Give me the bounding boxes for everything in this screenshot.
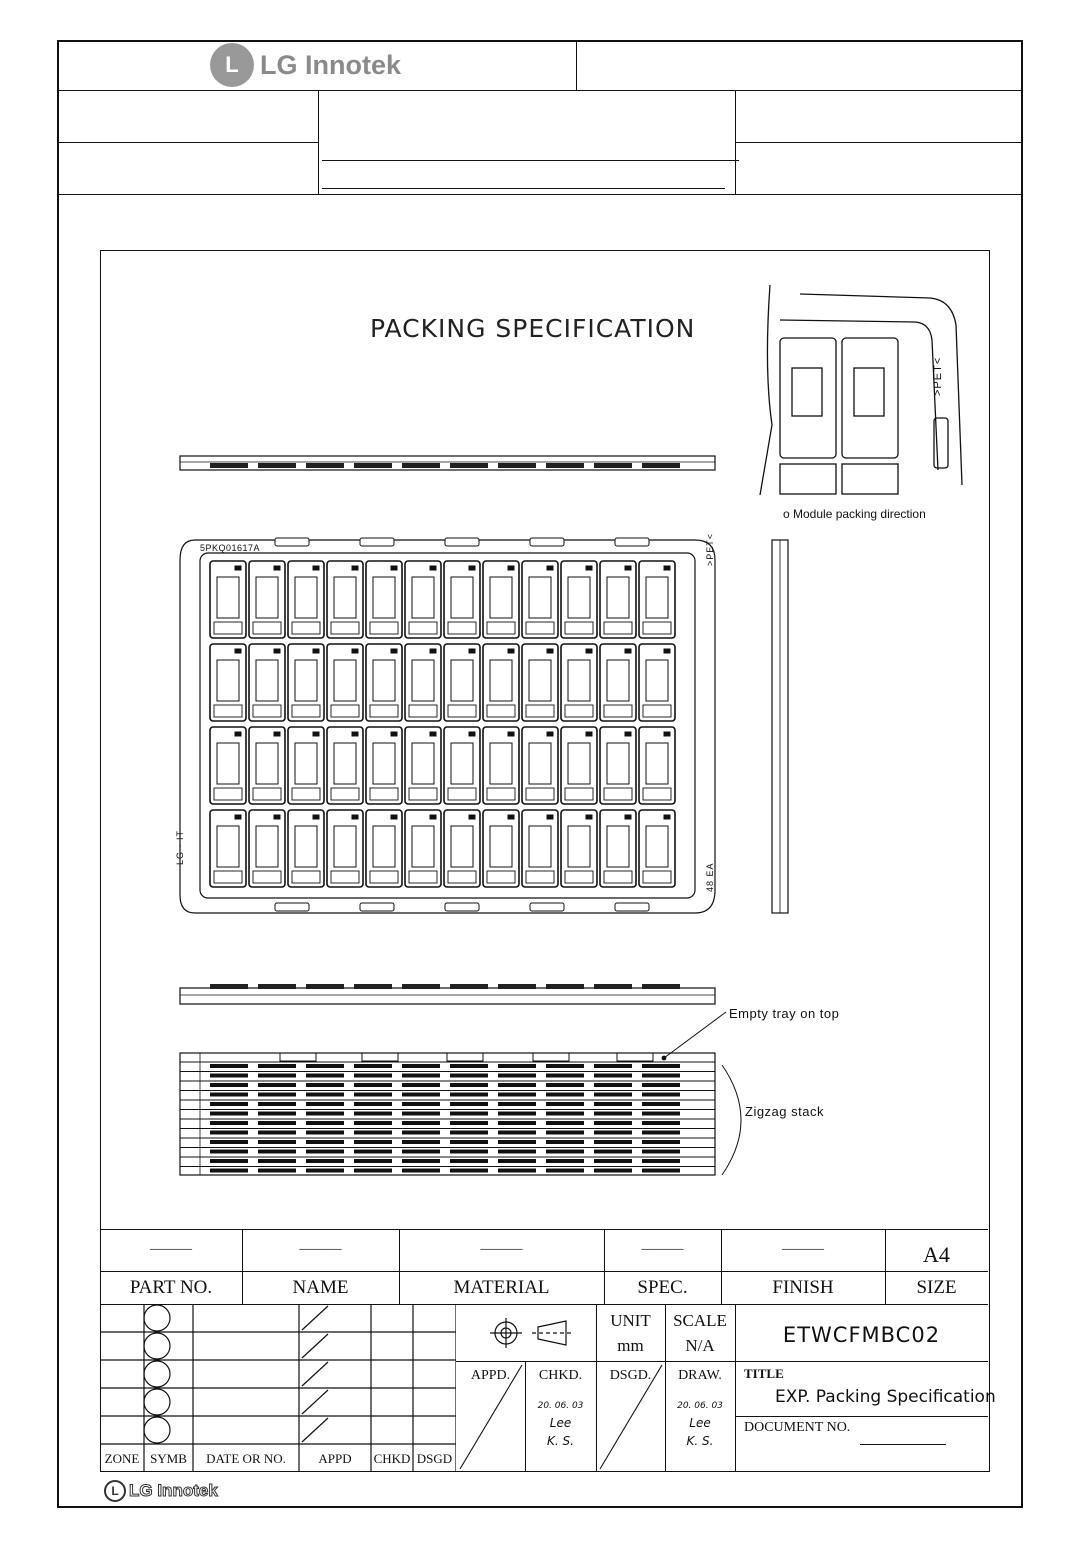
- stack-bump: [402, 1083, 440, 1087]
- stack-bump: [594, 1112, 632, 1116]
- tray-cell: [444, 561, 480, 638]
- stack-bump: [258, 1140, 296, 1144]
- tray-side-bump: [210, 984, 248, 989]
- stack-bump: [258, 1083, 296, 1087]
- tray-cell: [444, 727, 480, 804]
- stack-bump: [594, 1102, 632, 1106]
- stack-top-tab: [362, 1053, 398, 1061]
- stack-top-tab: [447, 1053, 483, 1061]
- tray-cell: [327, 561, 363, 638]
- drawing-title: PACKING SPECIFICATION: [370, 314, 696, 343]
- stack-bump: [546, 1169, 584, 1173]
- tray-tab: [615, 538, 649, 546]
- stack-bump: [306, 1083, 344, 1087]
- stack-bump: [210, 1131, 248, 1135]
- stack-top-tab: [533, 1053, 569, 1061]
- tray-side-bump: [354, 463, 392, 468]
- stack-bump: [450, 1150, 488, 1154]
- stack-bump: [402, 1140, 440, 1144]
- tray-right-top-label: >PET<: [705, 532, 715, 566]
- stack-bump: [642, 1131, 680, 1135]
- tb-label-material: MATERIAL: [453, 1277, 550, 1298]
- tray-cell: [522, 727, 558, 804]
- rev-header-dsgd: DSGD: [416, 1451, 453, 1466]
- stack-bump: [258, 1150, 296, 1154]
- stack-bump: [594, 1140, 632, 1144]
- stack-bump: [450, 1159, 488, 1163]
- stack-bump: [450, 1131, 488, 1135]
- rev-header-symb: SYMB: [150, 1451, 187, 1466]
- tb-dash-material: ______: [480, 1237, 523, 1252]
- stack-bump: [354, 1121, 392, 1125]
- tb-r-row-2: [735, 1416, 988, 1417]
- tray-cell: [366, 727, 402, 804]
- tray-cell: [288, 561, 324, 638]
- footer-logo-text: LG Innotek: [129, 1481, 218, 1500]
- stack-bump: [498, 1169, 536, 1173]
- tray-tab: [360, 903, 394, 911]
- stack-bump: [450, 1112, 488, 1116]
- stack-bump: [546, 1112, 584, 1116]
- empty-tray-annotation: Empty tray on top: [729, 1006, 840, 1021]
- tray-tab: [445, 903, 479, 911]
- tray-left-label: LG - IT: [175, 829, 185, 865]
- tray-side-bump: [642, 984, 680, 989]
- header-logo-text: LG Innotek: [260, 49, 401, 80]
- stack-bump: [402, 1150, 440, 1154]
- tray-cell: [561, 810, 597, 887]
- stack-bump: [258, 1159, 296, 1163]
- footer-logo: [104, 1479, 218, 1503]
- stack-bump: [450, 1121, 488, 1125]
- tray-side-bump: [306, 984, 344, 989]
- tb-label-name: NAME: [292, 1277, 349, 1298]
- stack-bump: [306, 1140, 344, 1144]
- title-label: TITLE: [744, 1366, 784, 1381]
- stack-top-tab: [617, 1053, 653, 1061]
- tray-tab: [275, 538, 309, 546]
- stack-bump: [354, 1150, 392, 1154]
- tb-label-spec: SPEC.: [637, 1277, 688, 1298]
- stack-bump: [258, 1169, 296, 1173]
- stack-bump: [594, 1150, 632, 1154]
- tray-tab: [360, 538, 394, 546]
- rev-header-appd: APPD: [318, 1451, 352, 1466]
- stack-bump: [402, 1121, 440, 1125]
- chkd-date: 20. 06. 03: [537, 1401, 584, 1411]
- scale-label: SCALE: [673, 1311, 727, 1330]
- stack-bump: [642, 1112, 680, 1116]
- stack-bump: [258, 1064, 296, 1068]
- tray-cell: [600, 561, 636, 638]
- stack-bump: [354, 1159, 392, 1163]
- stack-bump: [594, 1131, 632, 1135]
- stack-bump: [498, 1064, 536, 1068]
- tray-cell: [639, 727, 675, 804]
- stack-bump: [546, 1064, 584, 1068]
- tray-cell: [366, 561, 402, 638]
- dsgd-label: DSGD.: [609, 1368, 652, 1383]
- tray-cell: [639, 561, 675, 638]
- stack-bump: [642, 1093, 680, 1097]
- stack-bump: [642, 1083, 680, 1087]
- detail-pet-label: >PET<: [932, 356, 944, 396]
- stack-bump: [546, 1150, 584, 1154]
- tray-cell: [405, 810, 441, 887]
- stack-bump: [546, 1074, 584, 1078]
- tray-code: 5PKQ01617A: [200, 543, 261, 553]
- tray-side-bump: [642, 463, 680, 468]
- rev-header-chkd: CHKD: [373, 1451, 411, 1466]
- stack-bump: [210, 1093, 248, 1097]
- stack-bump: [498, 1131, 536, 1135]
- stack-bump: [210, 1102, 248, 1106]
- chkd-label: CHKD.: [538, 1368, 583, 1383]
- tray-side-bump: [498, 463, 536, 468]
- stack-bump: [402, 1102, 440, 1106]
- tb-label-finish: FINISH: [772, 1277, 834, 1298]
- stack-bump: [402, 1074, 440, 1078]
- stack-bump: [498, 1150, 536, 1154]
- stack-bump: [642, 1102, 680, 1106]
- tray-cell: [249, 644, 285, 721]
- stack-bump: [594, 1093, 632, 1097]
- stack-bump: [498, 1121, 536, 1125]
- stack-bump: [354, 1102, 392, 1106]
- stack-bump: [306, 1150, 344, 1154]
- tray-cell: [561, 727, 597, 804]
- tray-cell: [288, 727, 324, 804]
- tray-cell: [249, 727, 285, 804]
- tray-side-bump: [546, 463, 584, 468]
- tray-side-bump: [450, 984, 488, 989]
- tray-cell: [327, 810, 363, 887]
- stack-bump: [258, 1074, 296, 1078]
- tray-tab: [445, 538, 479, 546]
- unit-value: mm: [617, 1336, 644, 1355]
- tray-side-bump: [594, 463, 632, 468]
- tray-cell: [522, 644, 558, 721]
- stack-bump: [498, 1083, 536, 1087]
- tray-cell: [210, 727, 246, 804]
- tray-side-bump: [258, 463, 296, 468]
- tray-cell: [249, 561, 285, 638]
- stack-bump: [594, 1074, 632, 1078]
- stack-bump: [546, 1093, 584, 1097]
- stack-bump: [306, 1064, 344, 1068]
- stack-bump: [546, 1140, 584, 1144]
- tray-cell: [210, 810, 246, 887]
- stack-bump: [354, 1140, 392, 1144]
- tb-top: [100, 1229, 988, 1230]
- scale-value: N/A: [685, 1336, 715, 1355]
- tb-label-partno: PART NO.: [129, 1277, 213, 1298]
- stack-bump: [210, 1169, 248, 1173]
- stack-bump: [642, 1150, 680, 1154]
- detail-caption: o Module packing direction: [783, 507, 926, 521]
- tray-tab: [530, 903, 564, 911]
- tray-cell: [600, 727, 636, 804]
- lg-logo-icon: L: [210, 43, 254, 87]
- tb-dash-partno: ______: [150, 1237, 192, 1252]
- stack-bump: [402, 1131, 440, 1135]
- stack-top-tab: [280, 1053, 316, 1061]
- stack-bump: [258, 1112, 296, 1116]
- tray-cell: [288, 644, 324, 721]
- stack-bump: [306, 1131, 344, 1135]
- stack-bump: [306, 1093, 344, 1097]
- document-no-label: DOCUMENT NO.: [744, 1420, 851, 1435]
- tray-cell: [522, 810, 558, 887]
- stack-bump: [546, 1083, 584, 1087]
- stack-bump: [642, 1159, 680, 1163]
- chkd-name-1: Lee: [549, 1416, 572, 1430]
- tray-cell: [405, 561, 441, 638]
- stack-bump: [450, 1140, 488, 1144]
- tray-side-bump: [498, 984, 536, 989]
- tray-cell: [210, 644, 246, 721]
- footer-lg-logo-icon: L: [104, 1480, 126, 1502]
- tray-cell: [327, 727, 363, 804]
- rev-header-zone: ZONE: [104, 1451, 140, 1466]
- stack-bump: [642, 1121, 680, 1125]
- chkd-name-2: K. S.: [547, 1434, 574, 1448]
- document-no-line: [860, 1444, 946, 1445]
- tray-cell: [600, 810, 636, 887]
- tray-cell: [249, 810, 285, 887]
- tray-side-bump: [402, 463, 440, 468]
- tray-cell: [405, 644, 441, 721]
- tray-cell: [483, 727, 519, 804]
- drawing-number: ETWCFMBC02: [782, 1323, 941, 1347]
- tray-side-bump: [306, 463, 344, 468]
- stack-bump: [498, 1112, 536, 1116]
- tray-tab: [275, 903, 309, 911]
- stack-bump: [450, 1083, 488, 1087]
- stack-bump: [210, 1074, 248, 1078]
- stack-bump: [354, 1112, 392, 1116]
- tray-cell: [444, 810, 480, 887]
- stack-bump: [642, 1169, 680, 1173]
- stack-bump: [450, 1064, 488, 1068]
- stack-bump: [210, 1112, 248, 1116]
- stack-bump: [450, 1093, 488, 1097]
- tb-size-value: A4: [923, 1242, 950, 1267]
- tray-cell: [210, 561, 246, 638]
- stack-bump: [258, 1131, 296, 1135]
- stack-bump: [258, 1102, 296, 1106]
- tray-cell: [444, 644, 480, 721]
- stack-bump: [354, 1169, 392, 1173]
- tray-side-bump: [210, 463, 248, 468]
- stack-bump: [498, 1159, 536, 1163]
- stack-bump: [450, 1074, 488, 1078]
- stack-bump: [498, 1093, 536, 1097]
- stack-bump: [354, 1083, 392, 1087]
- tray-tab: [615, 903, 649, 911]
- appd-label: APPD.: [470, 1368, 511, 1383]
- tray-cell: [522, 561, 558, 638]
- stack-bump: [306, 1121, 344, 1125]
- stack-bump: [594, 1159, 632, 1163]
- tray-cell: [366, 644, 402, 721]
- tray-cell: [288, 810, 324, 887]
- tray-cell: [327, 644, 363, 721]
- stack-bump: [210, 1159, 248, 1163]
- stack-bump: [546, 1131, 584, 1135]
- stack-bump: [546, 1102, 584, 1106]
- stack-bump: [450, 1169, 488, 1173]
- stack-bump: [594, 1064, 632, 1068]
- projection-symbol-icon: [486, 1316, 576, 1350]
- stack-bump: [210, 1140, 248, 1144]
- stack-bump: [210, 1150, 248, 1154]
- tb-dash-name: ______: [299, 1237, 342, 1252]
- rev-header-date: DATE OR NO.: [206, 1451, 286, 1466]
- tb-dash-finish: ______: [782, 1237, 824, 1252]
- tray-side-bump: [402, 984, 440, 989]
- stack-bump: [402, 1093, 440, 1097]
- tray-cell: [561, 644, 597, 721]
- tray-cell: [483, 561, 519, 638]
- draw-name-1: Lee: [689, 1416, 711, 1430]
- zigzag-annotation: Zigzag stack: [745, 1104, 824, 1119]
- draw-name-2: K. S.: [686, 1434, 714, 1448]
- tray-cell: [600, 644, 636, 721]
- draw-label: DRAW.: [678, 1368, 722, 1383]
- unit-label: UNIT: [610, 1311, 651, 1330]
- tray-cell: [561, 561, 597, 638]
- tray-side-bump: [594, 984, 632, 989]
- tray-side-bump: [354, 984, 392, 989]
- stack-bump: [354, 1064, 392, 1068]
- tray-cell: [405, 727, 441, 804]
- tray-tab: [530, 538, 564, 546]
- stack-bump: [354, 1074, 392, 1078]
- stack-bump: [258, 1121, 296, 1125]
- stack-bump: [354, 1093, 392, 1097]
- draw-date: 20. 06. 03: [677, 1401, 723, 1411]
- tray-cell: [366, 810, 402, 887]
- stack-bump: [306, 1159, 344, 1163]
- stack-bump: [546, 1121, 584, 1125]
- tray-side-bump: [450, 463, 488, 468]
- stack-bump: [642, 1074, 680, 1078]
- stack-bump: [546, 1159, 584, 1163]
- stack-bump: [306, 1169, 344, 1173]
- stack-bump: [306, 1074, 344, 1078]
- stack-bump: [402, 1159, 440, 1163]
- stack-bump: [594, 1121, 632, 1125]
- stack-bump: [642, 1064, 680, 1068]
- tray-side-bump: [258, 984, 296, 989]
- stack-bump: [354, 1131, 392, 1135]
- stack-bump: [498, 1140, 536, 1144]
- tb-label-size: SIZE: [916, 1277, 957, 1298]
- stack-bump: [498, 1102, 536, 1106]
- stack-bump: [402, 1064, 440, 1068]
- stack-bump: [306, 1112, 344, 1116]
- tray-cell: [483, 644, 519, 721]
- stack-bump: [258, 1093, 296, 1097]
- stack-bump: [450, 1102, 488, 1106]
- tray-cell: [639, 644, 675, 721]
- stack-bump: [306, 1102, 344, 1106]
- stack-bump: [210, 1083, 248, 1087]
- stack-bump: [402, 1169, 440, 1173]
- stack-bump: [594, 1083, 632, 1087]
- stack-bump: [498, 1074, 536, 1078]
- tray-right-bottom-label: 48 EA: [705, 862, 715, 892]
- stack-bump: [594, 1169, 632, 1173]
- stack-bump: [402, 1112, 440, 1116]
- tray-side-bump: [546, 984, 584, 989]
- tray-cell: [483, 810, 519, 887]
- title-value: EXP. Packing Specification: [775, 1387, 996, 1407]
- stack-bump: [642, 1140, 680, 1144]
- tb-dash-spec: ______: [641, 1237, 684, 1252]
- tray-cell: [639, 810, 675, 887]
- stack-bump: [210, 1064, 248, 1068]
- stack-bump: [210, 1121, 248, 1125]
